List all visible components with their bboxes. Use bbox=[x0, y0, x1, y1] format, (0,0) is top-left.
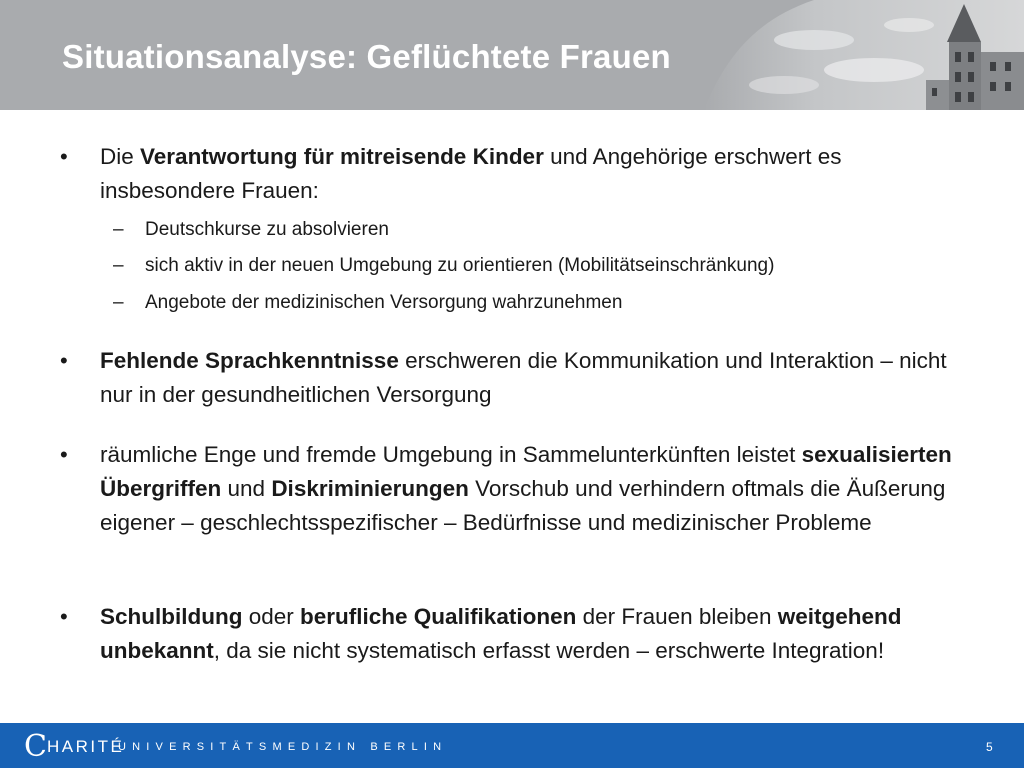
charite-logo bbox=[24, 729, 124, 764]
page-number: 5 bbox=[986, 740, 993, 754]
logo-text: HARITÉ bbox=[46, 737, 125, 756]
logo-tagline: UNIVERSITÄTSMEDIZIN BERLIN bbox=[118, 741, 448, 753]
text-segment: räumliche Enge und fremde Umgebung in Sammelunterkünften leistet bbox=[100, 442, 802, 467]
slide-footer bbox=[0, 723, 1024, 768]
page-title: Situationsanalyse: Geflüchtete Frauen bbox=[62, 38, 671, 75]
text-segment: der Frauen bleiben bbox=[576, 604, 778, 629]
sub-item-text: sich aktiv in der neuen Umgebung zu orientieren (Mobilitätseinschränkung) bbox=[145, 255, 775, 276]
emphasis-text: berufliche Qualifikationen bbox=[300, 604, 577, 629]
emphasis-text: Verantwortung für mitreisende Kinder bbox=[140, 144, 544, 169]
dash-marker: – bbox=[113, 292, 124, 313]
emphasis-text: Diskriminierungen bbox=[271, 476, 469, 501]
emphasis-text: sexualisierten Übergriffen bbox=[100, 442, 952, 501]
bullet-marker: • bbox=[60, 144, 68, 169]
logo-initial: C bbox=[24, 729, 47, 764]
bullet-text bbox=[100, 600, 960, 668]
emphasis-text: weitgehend unbekannt bbox=[100, 604, 902, 663]
bullet-text bbox=[100, 438, 960, 540]
sub-item-text: Angebote der medizinischen Versorgung wahrzunehmen bbox=[145, 292, 623, 313]
text-segment: , da sie nicht systematisch erfasst werden – erschwerte Integration! bbox=[213, 638, 885, 663]
bullet-text bbox=[100, 140, 960, 208]
text-segment: erschweren die Kommunikation und Interaktion – nicht nur in der gesundheitlichen Versorgung bbox=[100, 348, 947, 407]
emphasis-text: Fehlende Sprachkenntnisse bbox=[100, 348, 399, 373]
sub-item-text: Deutschkurse zu absolvieren bbox=[145, 219, 389, 240]
bullet-marker: • bbox=[60, 348, 68, 373]
dash-marker: – bbox=[113, 255, 124, 276]
dash-marker: – bbox=[113, 219, 124, 240]
bullet-marker: • bbox=[60, 604, 68, 629]
slide-header bbox=[0, 0, 1024, 110]
bullet-text bbox=[100, 344, 960, 412]
emphasis-text: Schulbildung bbox=[100, 604, 243, 629]
text-segment: Die bbox=[100, 144, 141, 169]
text-segment: und Angehörige erschwert es insbesondere Frauen: bbox=[100, 144, 842, 203]
bullet-marker: • bbox=[60, 442, 68, 467]
text-segment: und bbox=[221, 476, 272, 501]
text-segment: oder bbox=[242, 604, 301, 629]
text-segment: Vorschub und verhindern oftmals die Äußerung eigener – geschlechtsspezifischer – Bedürfnisse und medizinischer Probleme bbox=[100, 476, 946, 535]
building-photo-icon bbox=[664, 0, 1024, 110]
